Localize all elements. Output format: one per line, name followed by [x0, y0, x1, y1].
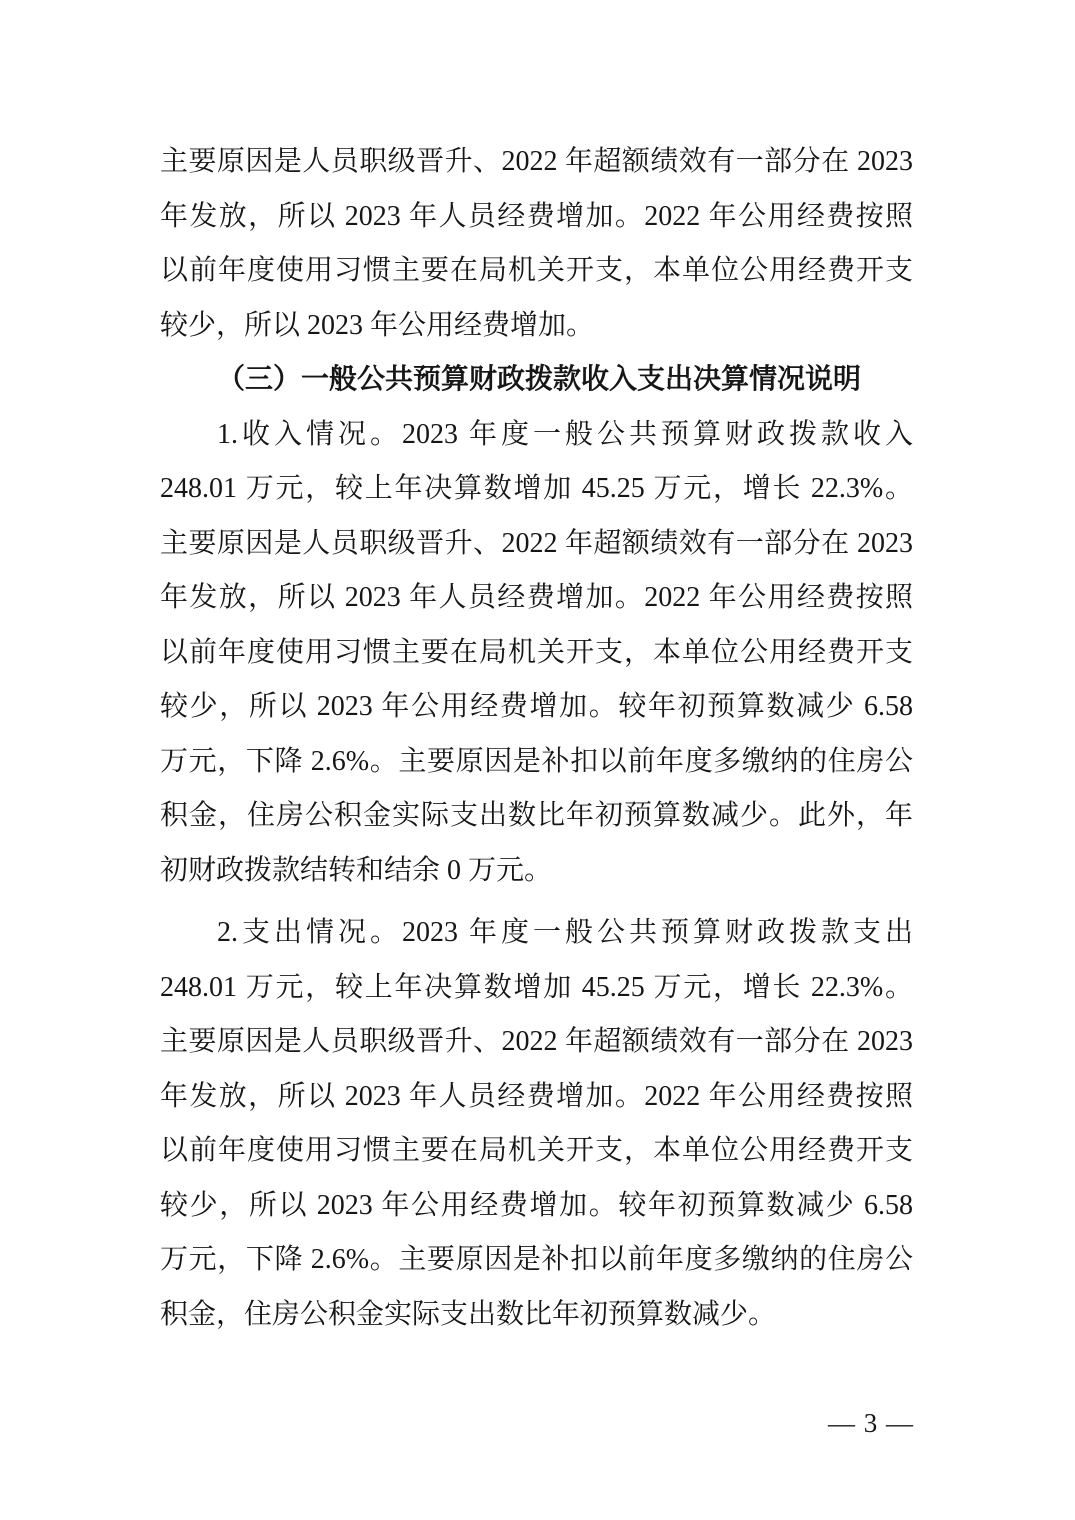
text-line: 1.收入情况。2023 年度一般公共预算财政拨款收入 [217, 418, 913, 450]
text-line: 248.01 万元，较上年决算数增加 45.25 万元，增长 22.3%。 [160, 473, 913, 504]
text-line: 年发放，所以 2023 年人员经费增加。2022 年公用经费按照 [160, 1080, 913, 1112]
text-line: 万元，下降 2.6%。主要原因是补扣以前年度多缴纳的住房公 [160, 745, 913, 777]
income-paragraph [160, 408, 913, 899]
text-line: 以前年度使用习惯主要在局机关开支，本单位公用经费开支 [160, 1135, 913, 1166]
text-line: 年发放，所以 2023 年人员经费增加。2022 年公用经费按照 [160, 200, 913, 232]
document-body [160, 135, 913, 1342]
expenditure-paragraph [160, 906, 913, 1342]
text-line: 主要原因是人员职级晋升、2022 年超额绩效有一部分在 2023 [160, 1026, 913, 1057]
text-line: 万元，下降 2.6%。主要原因是补扣以前年度多缴纳的住房公 [160, 1244, 913, 1275]
text-line: 积金，住房公积金实际支出数比年初预算数减少。 [160, 1298, 777, 1330]
text-line: 主要原因是人员职级晋升、2022 年超额绩效有一部分在 2023 [160, 146, 913, 177]
section-heading: （三）一般公共预算财政拨款收入支出决算情况说明 [217, 364, 862, 395]
text-line: 较少，所以 2023 年公用经费增加。较年初预算数减少 6.58 [160, 1189, 913, 1221]
text-line: 2.支出情况。2023 年度一般公共预算财政拨款支出 [217, 917, 913, 948]
text-line: 年发放，所以 2023 年人员经费增加。2022 年公用经费按照 [160, 582, 913, 613]
text-line: 较少，所以 2023 年公用经费增加。较年初预算数减少 6.58 [160, 691, 913, 722]
text-line: 以前年度使用习惯主要在局机关开支，本单位公用经费开支 [160, 255, 913, 286]
text-line: 以前年度使用习惯主要在局机关开支，本单位公用经费开支 [160, 636, 913, 668]
text-line: 较少，所以 2023 年公用经费增加。 [160, 309, 595, 341]
intro-paragraph [160, 135, 913, 353]
text-line: 主要原因是人员职级晋升、2022 年超额绩效有一部分在 2023 [160, 527, 913, 559]
text-line: 248.01 万元，较上年决算数增加 45.25 万元，增长 22.3%。 [160, 971, 913, 1003]
text-line: 积金，住房公积金实际支出数比年初预算数减少。此外，年 [160, 800, 913, 831]
page-number: — 3 — [828, 1408, 914, 1438]
text-line: 初财政拨款结转和结余 0 万元。 [160, 854, 553, 886]
